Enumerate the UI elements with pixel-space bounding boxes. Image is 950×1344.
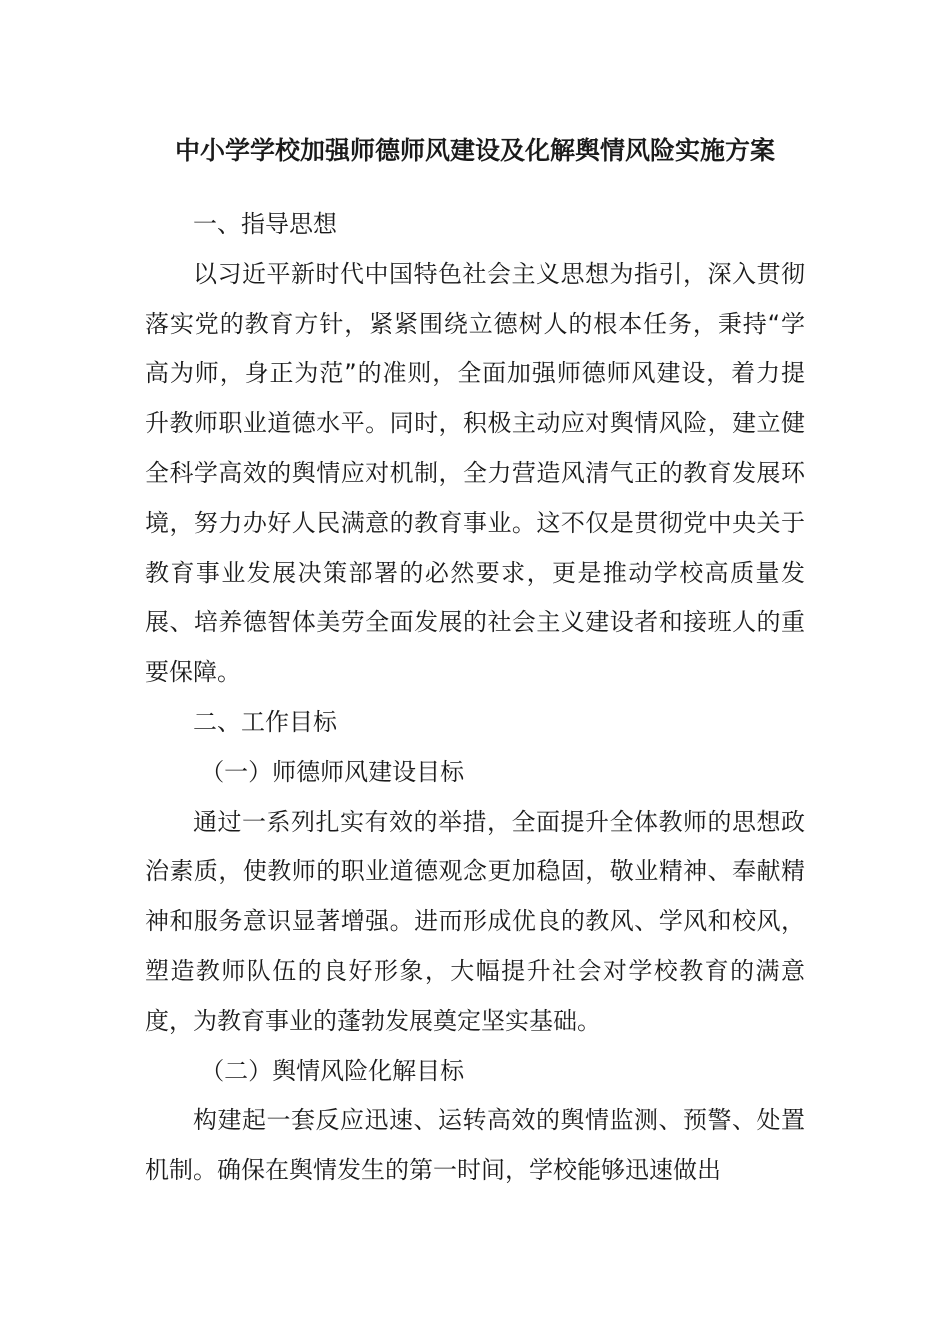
subsection-heading-teacher-ethics: （一）师德师风建设目标 bbox=[200, 757, 465, 786]
paragraph-teacher-ethics: 通过一系列扎实有效的举措，全面提升全体教师的思想政治素质，使教师的职业道德观念更加稳固，敬业精神、奉献精神和服务意识显著增强。进而形成优良的教风、学风和校风，塑造教师队伍的良好形象，大幅提升社会对学校教育的满意度，为教育事业的蓬勃发展奠定坚实基础。 bbox=[145, 807, 805, 1035]
section-heading-guiding-thought: 一、指导思想 bbox=[193, 210, 337, 238]
paragraph-guiding-thought: 以习近平新时代中国特色社会主义思想为指引，深入贯彻落实党的教育方针，紧紧围绕立德树人的根本任务，秉持“学高为师，身正为范”的准则，全面加强师德师风建设，着力提升教师职业道德水平。同时，积极主动应对舆情风险，建立健全科学高效的舆情应对机制，全力营造风清气正的教育发展环境，努力办好人民满意的教育事业。这不仅是贯彻党中央关于教育事业发展决策部署的必然要求，更是推动学校高质量发展、培养德智体美劳全面发展的社会主义建设者和接班人的重要保障。 bbox=[145, 259, 805, 687]
document-title: 中小学学校加强师德师风建设及化解舆情风险实施方案 bbox=[174, 136, 775, 165]
paragraph-public-opinion-risk: 构建起一套反应迅速、运转高效的舆情监测、预警、处置机制。确保在舆情发生的第一时间，学校能够迅速做出 bbox=[145, 1106, 805, 1185]
document-body bbox=[145, 200, 805, 1196]
subsection-heading-public-opinion-risk: （二）舆情风险化解目标 bbox=[200, 1056, 465, 1085]
section-heading-work-goals: 二、工作目标 bbox=[193, 707, 337, 736]
